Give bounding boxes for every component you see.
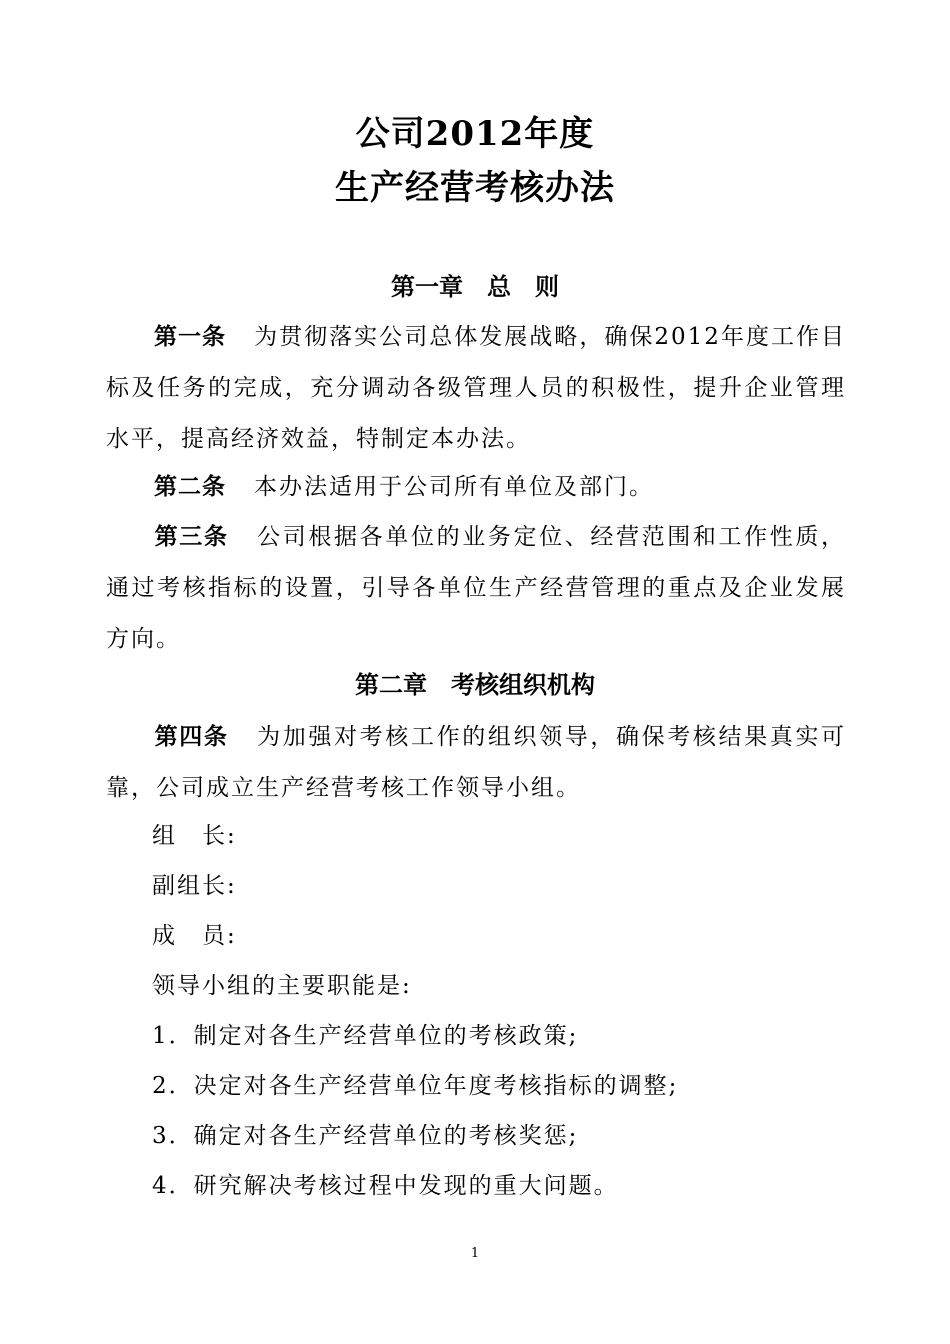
chapter-number: 第二章 xyxy=(355,671,427,699)
function-item: 2．决定对各生产经营单位年度考核指标的调整; xyxy=(152,1073,679,1099)
chapter-name: 总 则 xyxy=(487,273,559,301)
article-paragraph-2 xyxy=(106,462,846,513)
chapter-heading-1 xyxy=(0,272,950,302)
function-item: 4．研究解决考核过程中发现的重大问题。 xyxy=(152,1173,619,1199)
functions-intro: 领导小组的主要职能是: xyxy=(152,973,412,999)
function-item: 1．制定对各生产经营单位的考核政策; xyxy=(152,1023,579,1049)
article-text: 为贯彻落实公司总体发展战略，确保2012年度工作目标及任务的完成，充分调动各级管理人员的积极性，提升企业管理水平，提高经济效益，特制定本办法。 xyxy=(106,324,846,452)
article-text: 为加强对考核工作的组织领导，确保考核结果真实可靠，公司成立生产经营考核工作领导小组。 xyxy=(106,724,847,801)
article-label: 第三条 xyxy=(154,524,229,550)
article-paragraph-4 xyxy=(106,712,846,814)
article-text: 公司根据各单位的业务定位、经营范围和工作性质，通过考核指标的设置，引导各单位生产经营管理的重点及企业发展方向。 xyxy=(106,524,847,652)
role-deputy-leader: 副组长: xyxy=(152,873,237,899)
article-paragraph-3 xyxy=(106,512,846,665)
chapter-name: 考核组织机构 xyxy=(451,671,595,699)
article-text: 本办法适用于公司所有单位及部门。 xyxy=(254,474,654,500)
chapter-heading-2 xyxy=(0,670,950,700)
article-paragraph-1 xyxy=(106,312,846,465)
article-label: 第四条 xyxy=(154,724,229,750)
document-title-line2: 生产经营考核办法 xyxy=(335,168,615,208)
document-title-line1: 公司2012年度 xyxy=(355,114,595,154)
chapter-number: 第一章 xyxy=(391,273,463,301)
function-item: 3．确定对各生产经营单位的考核奖惩; xyxy=(152,1123,579,1149)
article-label: 第二条 xyxy=(154,474,226,500)
role-members: 成 员: xyxy=(152,923,237,949)
article-label: 第一条 xyxy=(154,324,227,350)
page-number: 1 xyxy=(470,1246,480,1261)
role-leader: 组 长: xyxy=(152,823,237,849)
